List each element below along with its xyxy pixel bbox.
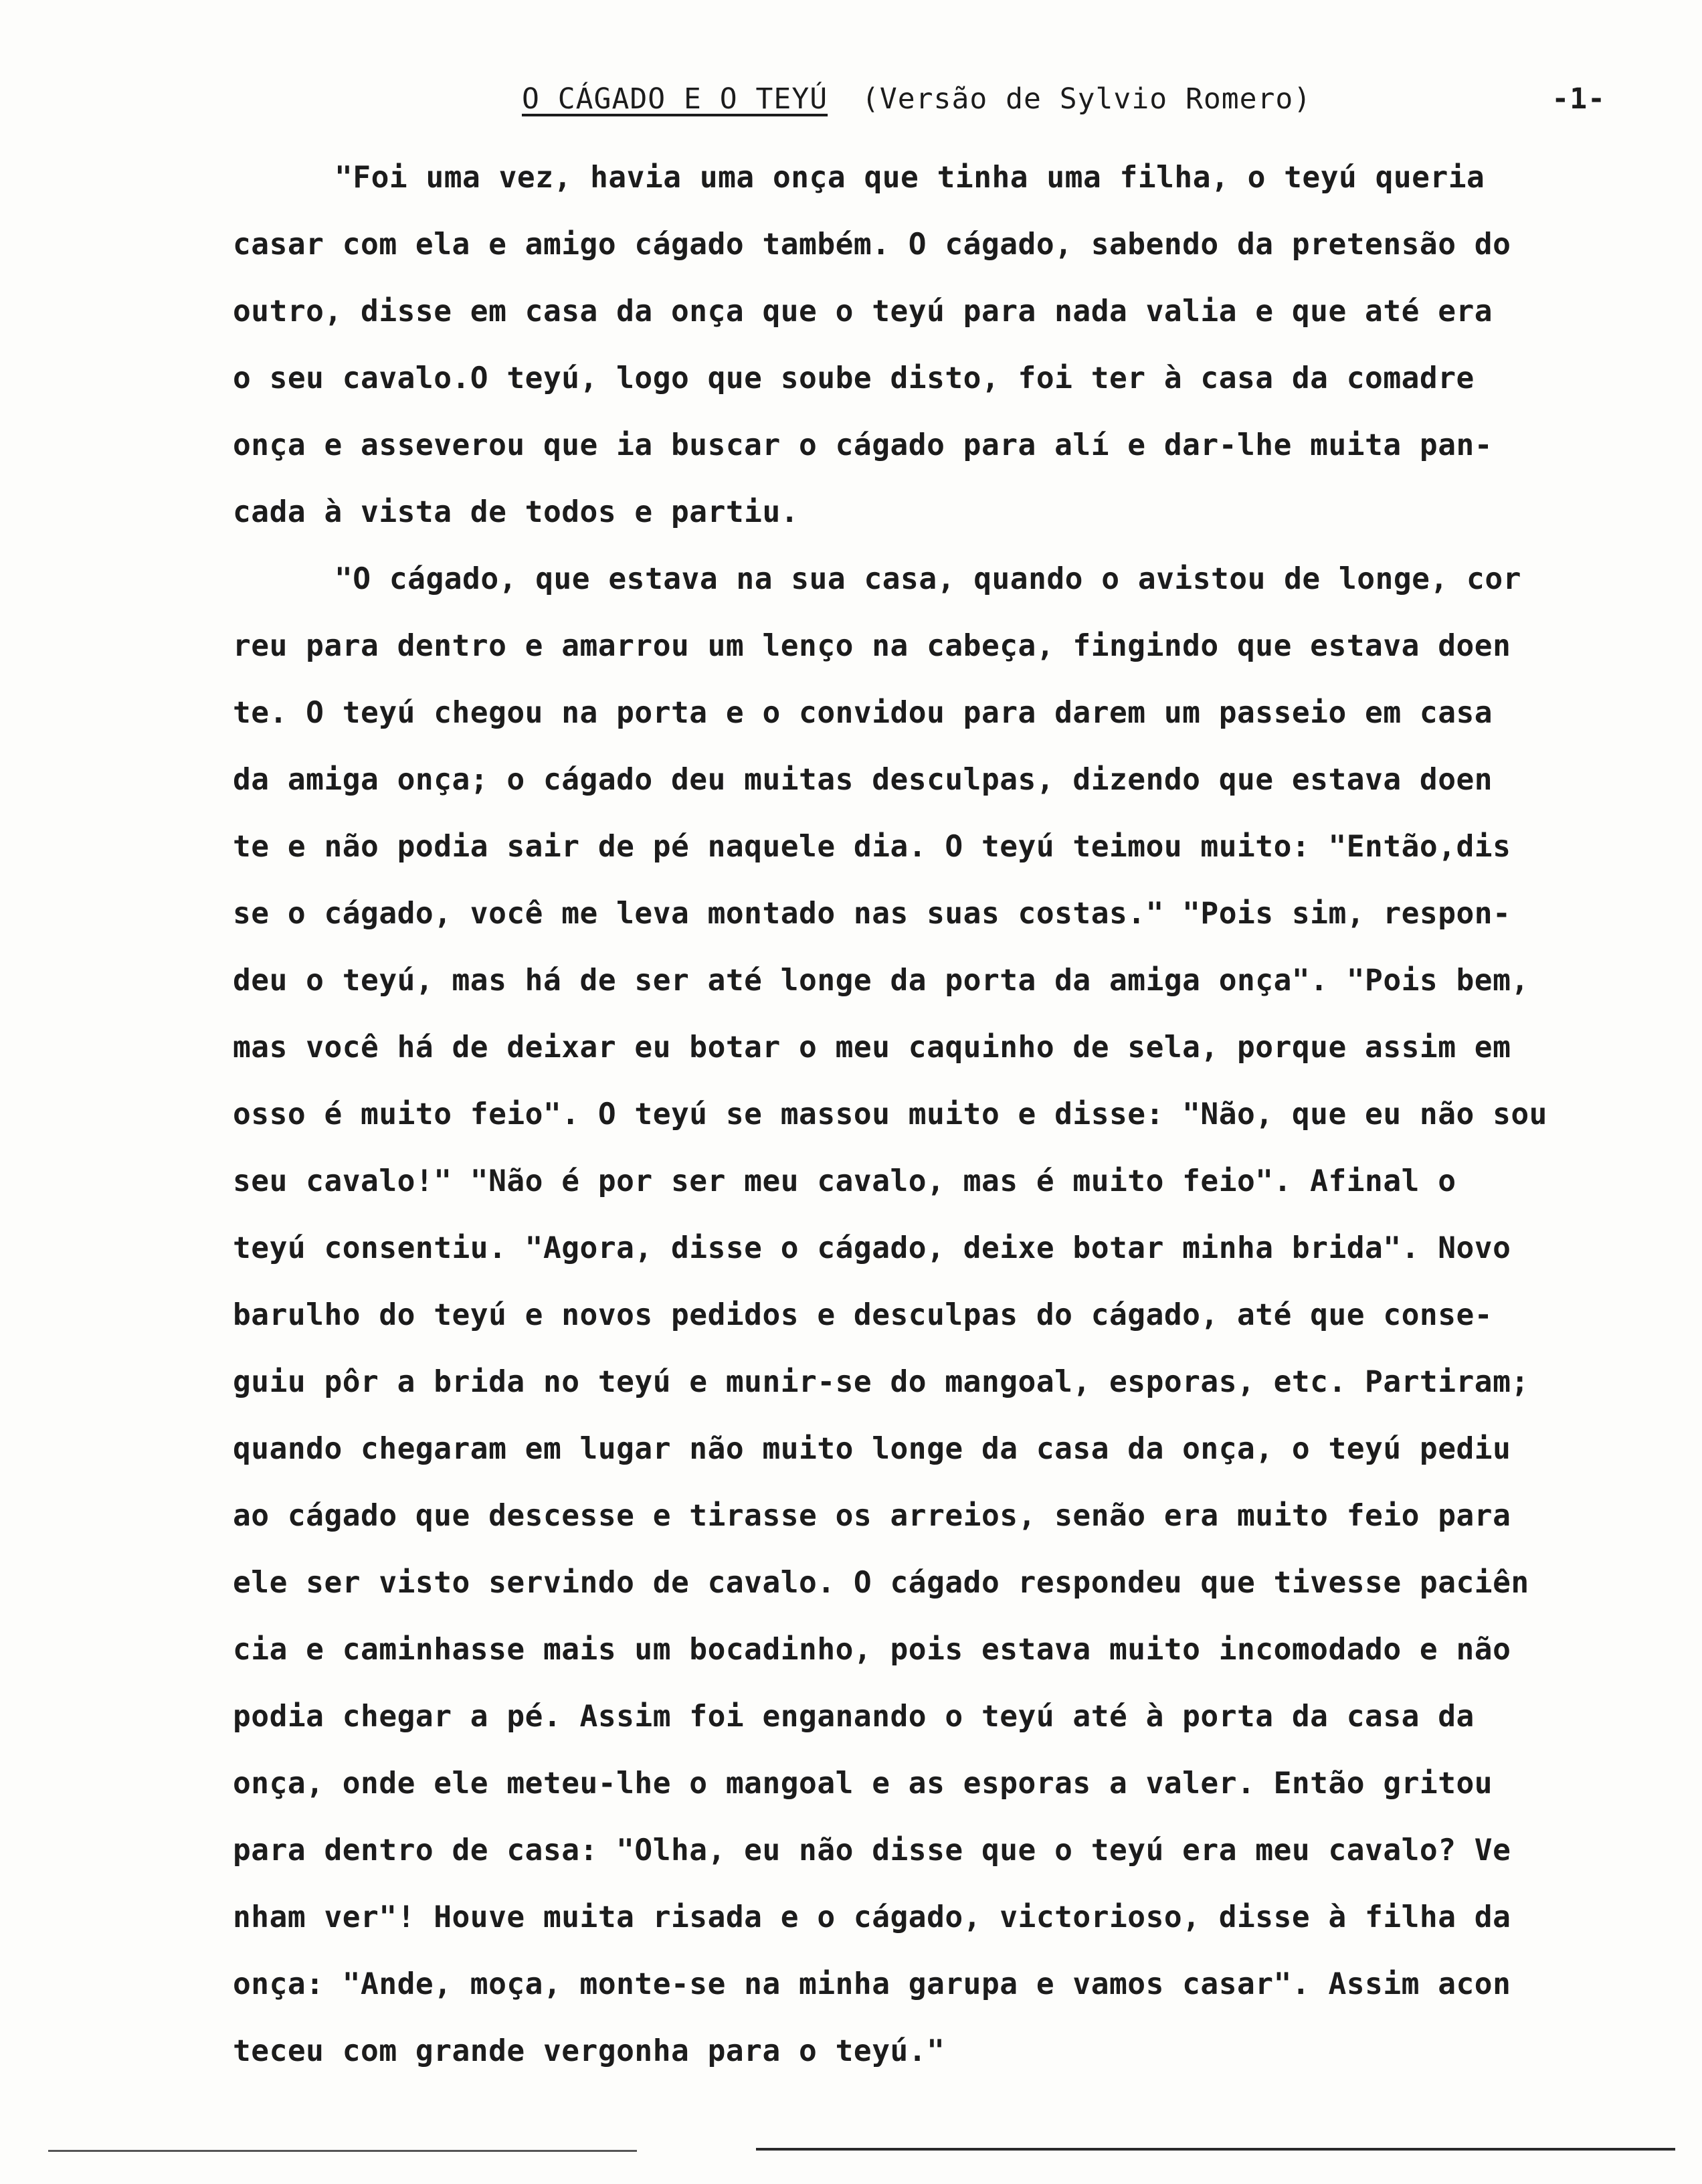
text-line: guiu pôr a brida no teyú e munir-se do mangoal, esporas, etc. Partiram; xyxy=(233,1365,1529,1399)
text-line: cia e caminhasse mais um bocadinho, pois estava muito incomodado e não xyxy=(233,1633,1511,1667)
text-line: mas você há de deixar eu botar o meu caquinho de sela, porque assim em xyxy=(233,1030,1511,1065)
text-line: onça e asseverou que ia buscar o cágado para alí e dar-lhe muita pan- xyxy=(233,428,1493,462)
text-line: osso é muito feio". O teyú se massou muito e disse: "Não, que eu não sou xyxy=(233,1097,1547,1131)
text-line: se o cágado, você me leva montado nas suas costas." "Pois sim, respon- xyxy=(233,897,1511,931)
text-line: onça: "Ande, moça, monte-se na minha garupa e vamos casar". Assim acon xyxy=(233,1967,1511,2001)
text-line: da amiga onça; o cágado deu muitas desculpas, dizendo que estava doen xyxy=(233,763,1493,797)
footer-rule-left xyxy=(48,2150,637,2152)
text-line: ele ser visto servindo de cavalo. O cágado respondeu que tivesse paciên xyxy=(233,1566,1529,1600)
text-line: onça, onde ele meteu-lhe o mangoal e as esporas a valer. Então gritou xyxy=(233,1766,1493,1801)
version-note: (Versão de Sylvio Romero) xyxy=(862,82,1312,116)
text-line: te e não podia sair de pé naquele dia. O teyú teimou muito: "Então,dis xyxy=(233,830,1511,864)
text-line: podia chegar a pé. Assim foi enganando o teyú até à porta da casa da xyxy=(233,1700,1475,1734)
text-line: "O cágado, que estava na sua casa, quando o avistou de longe, cor xyxy=(335,562,1521,596)
text-line: casar com ela e amigo cágado também. O cágado, sabendo da pretensão do xyxy=(233,227,1511,262)
text-line: "Foi uma vez, havia uma onça que tinha uma filha, o teyú queria xyxy=(335,161,1485,195)
text-line: quando chegaram em lugar não muito longe da casa da onça, o teyú pediu xyxy=(233,1432,1511,1466)
text-line: cada à vista de todos e partiu. xyxy=(233,495,799,529)
text-line: o seu cavalo.O teyú, logo que soube disto, foi ter à casa da comadre xyxy=(233,361,1475,395)
text-line: barulho do teyú e novos pedidos e desculpas do cágado, até que conse- xyxy=(233,1298,1493,1332)
text-line: teyú consentiu. "Agora, disse o cágado, deixe botar minha brida". Novo xyxy=(233,1231,1511,1265)
footer-rule-right xyxy=(756,2148,1675,2151)
story-title: O CÁGADO E O TEYÚ xyxy=(522,82,828,116)
story-text xyxy=(233,145,1689,2085)
text-line: te. O teyú chegou na porta e o convidou para darem um passeio em casa xyxy=(233,696,1493,730)
text-line: nham ver"! Houve muita risada e o cágado, victorioso, disse à filha da xyxy=(233,1900,1511,1934)
text-line: deu o teyú, mas há de ser até longe da porta da amiga onça". "Pois bem, xyxy=(233,964,1529,998)
page-heading xyxy=(522,79,1606,119)
text-line: ao cágado que descesse e tirasse os arreios, senão era muito feio para xyxy=(233,1499,1511,1533)
text-line: seu cavalo!" "Não é por ser meu cavalo, mas é muito feio". Afinal o xyxy=(233,1164,1456,1198)
page-number: -1- xyxy=(1551,82,1606,116)
text-line: outro, disse em casa da onça que o teyú para nada valia e que até era xyxy=(233,294,1493,329)
text-line: teceu com grande vergonha para o teyú." xyxy=(233,2034,945,2068)
text-line: reu para dentro e amarrou um lenço na cabeça, fingindo que estava doen xyxy=(233,629,1511,663)
text-line: para dentro de casa: "Olha, eu não disse que o teyú era meu cavalo? Ve xyxy=(233,1833,1511,1868)
